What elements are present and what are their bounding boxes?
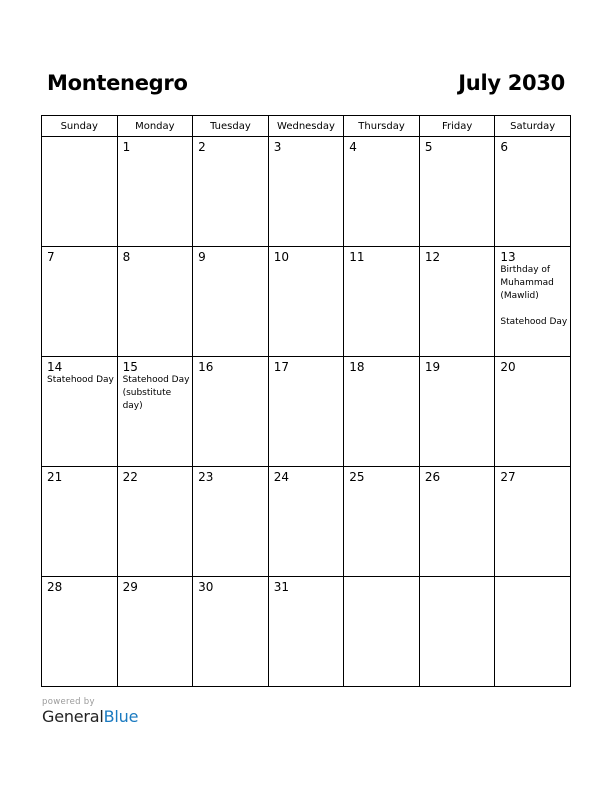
day-number: 26 — [424, 470, 441, 484]
day-cell — [495, 577, 571, 687]
weekday-header-row — [42, 116, 571, 137]
day-cell — [193, 247, 269, 357]
day-number: 1 — [122, 140, 131, 154]
day-number: 5 — [424, 140, 433, 154]
day-number: 29 — [122, 580, 138, 594]
day-number: 27 — [500, 470, 516, 484]
day-cell — [268, 357, 344, 467]
day-cell — [344, 137, 420, 247]
day-cell — [419, 137, 495, 247]
day-number: 22 — [122, 470, 138, 484]
day-cell — [268, 247, 344, 357]
day-cell — [344, 467, 420, 577]
day-cell — [419, 467, 495, 577]
brand-blue-text: Blue — [103, 707, 139, 726]
day-cell — [193, 137, 269, 247]
day-number: 11 — [349, 250, 365, 264]
day-number: 3 — [273, 140, 282, 154]
day-number: 18 — [349, 360, 365, 374]
day-number: 25 — [349, 470, 365, 484]
day-number: 2 — [198, 140, 206, 154]
weekday-thursday: Thursday — [344, 116, 420, 137]
day-cell — [344, 577, 420, 687]
weekday-monday: Monday — [117, 116, 193, 137]
day-cell — [193, 467, 269, 577]
day-cell — [495, 467, 571, 577]
day-cell — [419, 577, 495, 687]
week-row — [42, 357, 571, 467]
country-title: Montenegro — [47, 71, 188, 95]
weekday-sunday: Sunday — [42, 116, 118, 137]
day-cell — [419, 247, 495, 357]
day-number: 8 — [122, 250, 131, 264]
footer-branding — [42, 697, 138, 726]
day-cell — [344, 357, 420, 467]
day-number: 7 — [47, 250, 55, 264]
day-cell — [117, 247, 193, 357]
day-cell — [117, 577, 193, 687]
calendar-grid — [41, 115, 571, 687]
day-number: 4 — [349, 140, 357, 154]
weekday-saturday: Saturday — [495, 116, 571, 137]
month-year-title: July 2030 — [458, 71, 565, 95]
day-cell — [42, 467, 118, 577]
day-cell — [495, 137, 571, 247]
weekday-friday: Friday — [419, 116, 495, 137]
day-cell — [495, 357, 571, 467]
day-cell — [42, 577, 118, 687]
weekday-tuesday: Tuesday — [193, 116, 269, 137]
day-number: 30 — [198, 580, 214, 594]
holiday-list — [47, 374, 115, 387]
day-cell — [268, 577, 344, 687]
day-cell — [117, 357, 193, 467]
day-number: 20 — [500, 360, 516, 374]
day-number: 24 — [273, 470, 289, 484]
day-number: 12 — [424, 250, 441, 264]
powered-by-text: powered by — [42, 697, 95, 707]
day-cell — [193, 357, 269, 467]
holiday-label: Statehood Day — [47, 375, 114, 385]
holiday-label: Statehood Day (substitute day) — [122, 375, 190, 411]
day-number: 10 — [273, 250, 289, 264]
week-row — [42, 467, 571, 577]
week-row — [42, 577, 571, 687]
day-cell — [344, 247, 420, 357]
brand-logo — [42, 707, 138, 726]
day-number: 6 — [500, 140, 509, 154]
day-cell — [42, 357, 118, 467]
day-number: 16 — [198, 360, 214, 374]
day-number: 13 — [500, 250, 516, 264]
weekday-wednesday: Wednesday — [268, 116, 344, 137]
day-number: 21 — [47, 470, 63, 484]
day-number: 15 — [122, 360, 138, 374]
day-cell — [193, 577, 269, 687]
day-cell — [268, 137, 344, 247]
week-row — [42, 247, 571, 357]
brand-general-text: General — [42, 707, 104, 726]
week-row — [42, 137, 571, 247]
day-cell — [42, 137, 118, 247]
holiday-label: Birthday of Muhammad (Mawlid) — [500, 265, 554, 301]
day-cell — [42, 247, 118, 357]
day-number: 31 — [273, 580, 289, 594]
day-cell — [117, 467, 193, 577]
day-cell — [117, 137, 193, 247]
holiday-list — [500, 264, 568, 329]
day-cell — [419, 357, 495, 467]
day-number: 17 — [273, 360, 289, 374]
day-cell — [495, 247, 571, 357]
day-number: 28 — [47, 580, 63, 594]
holiday-list — [123, 374, 191, 413]
calendar-body — [42, 137, 571, 687]
holiday-label: Statehood Day — [500, 317, 568, 327]
day-number: 23 — [198, 470, 214, 484]
day-number: 9 — [198, 250, 206, 264]
day-number: 14 — [47, 360, 63, 374]
day-number: 19 — [424, 360, 441, 374]
day-cell — [268, 467, 344, 577]
